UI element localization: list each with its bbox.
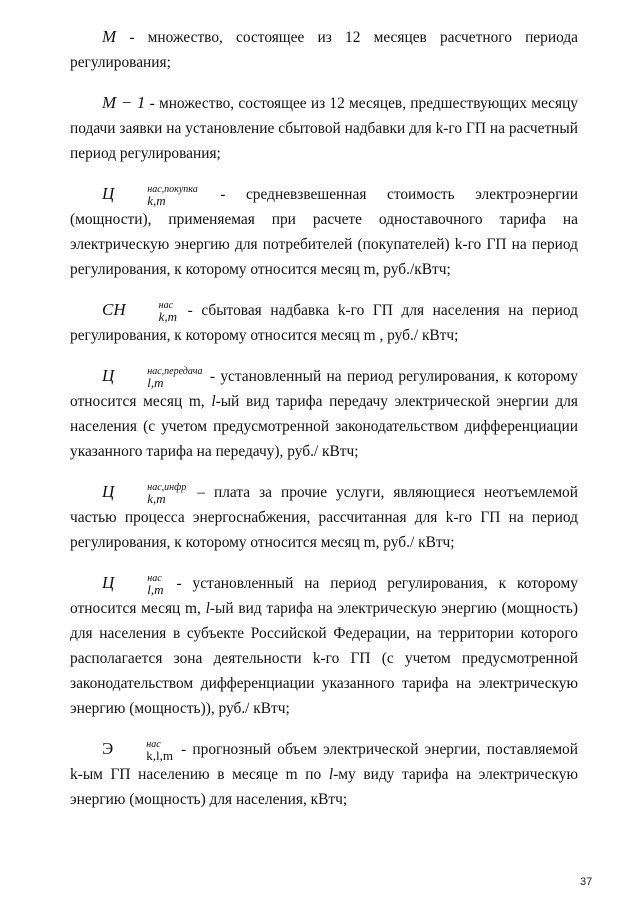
italic-l: l [211, 393, 216, 410]
definition-text: - установленный на период регулирования, к которому относится месяц m, [70, 575, 578, 617]
symbol-subscript: l,m [147, 375, 164, 390]
symbol-subscript: k,l,m [146, 748, 173, 763]
symbol: Ц нас,инфр k,m [102, 482, 187, 506]
definition-text: - множество, состоящее из 12 месяцев, предшествующих месяцу подачи заявки на установление сбытовой надбавки для k-го ГП на расчетный период регулирования; [70, 95, 579, 162]
symbol-superscript: нас [147, 573, 162, 584]
symbol-superscript: нас [158, 300, 174, 311]
symbol: Ц нас l,m [102, 573, 164, 597]
definition-energy-volume [70, 736, 578, 812]
definition-m [70, 24, 578, 75]
definition-text: – плата за прочие услуги, являющиеся неотъемлемой частью процесса энергоснабжения, рассчитанная для k-го ГП на период регулирования, к которому относится месяц m, руб./ кВтч; [70, 484, 578, 551]
italic-l: l [205, 600, 210, 617]
definition-text: - сбытовая надбавка k-го ГП для населения на период регулирования, к которому относится месяц m , руб./ кВтч; [70, 302, 578, 344]
definition-price-transmission [70, 363, 578, 464]
definition-text: - установленный на период регулирования, к которому относится месяц m, [70, 368, 578, 410]
symbol: M − 1 [102, 93, 146, 112]
symbol: Ц нас,покупка k,m [102, 184, 198, 208]
symbol-superscript: нас,покупка [147, 184, 198, 195]
definition-m-minus-1 [70, 90, 578, 166]
symbol-subscript: k,m [147, 193, 166, 208]
symbol: M [102, 27, 117, 46]
definition-text-cont: -му виду тарифа на электрическую энергию (мощность) для населения, кВтч; [70, 766, 578, 808]
symbol: СН нас k,m [102, 300, 178, 324]
symbol-superscript: нас [146, 739, 161, 750]
definition-price-infrastructure [70, 479, 578, 555]
symbol-superscript: нас,инфр [147, 482, 187, 493]
definition-text: - средневзвешенная стоимость электроэнергии (мощности), применяемая при расчете одноставочного тарифа на электрическую энергию для потребителей (покупателей) k-го ГП на период регулирования, к которому относится месяц m, руб./кВтч; [70, 186, 578, 278]
symbol-subscript: l,m [147, 582, 164, 597]
definition-text: - множество, состоящее из 12 месяцев расчетного периода регулирования; [70, 29, 578, 71]
definition-text-cont: -ый вид тарифа на электрическую энергию (мощность) для населения в субъекте Российской Федерации, на территории которого располагается зона деятельности k-го ГП (с учетом предусмотренной законодательством дифференциации указанного тарифа на электрическую энергию (мощность)), руб./ кВтч; [70, 600, 578, 717]
symbol: Ц нас,передача l,m [102, 366, 203, 390]
definition-price-tariff [70, 570, 578, 721]
page-number: 37 [580, 876, 593, 888]
symbol-subscript: k,m [158, 309, 178, 324]
definition-price-purchase [70, 181, 578, 282]
definition-sales-markup [70, 297, 578, 348]
document-body [70, 24, 578, 827]
symbol-subscript: k,m [147, 491, 166, 506]
symbol-superscript: нас,передача [147, 366, 203, 377]
symbol: Э нас k,l,m [102, 739, 173, 763]
definition-text-cont: -ый вид тарифа передачу электрической энергии для населения (с учетом предусмотренной законодательством дифференциации указанного тарифа на передачу), руб./ кВтч; [70, 393, 579, 460]
italic-l: l [328, 766, 334, 783]
definition-text: - прогнозный объем электрической энергии, поставляемой k-ым ГП населению в месяце m по [70, 741, 578, 783]
